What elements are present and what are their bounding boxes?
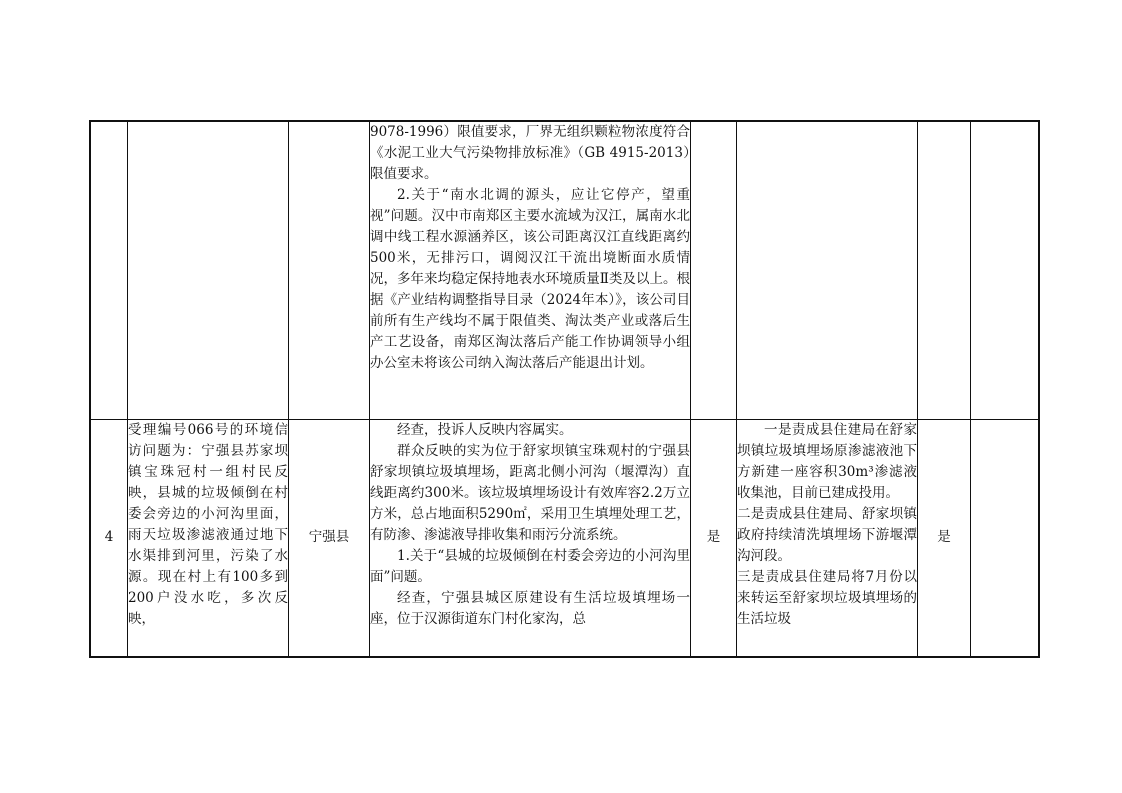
action-item: 三是责成县住建局将7月份以来转运至舒家坝垃圾填埋场的生活垃圾 — [737, 568, 917, 627]
cell-county — [289, 121, 370, 419]
complaint-table — [89, 120, 1040, 658]
cell-actions — [737, 419, 918, 657]
action-item: 一是责成县住建局在舒家坝镇垃圾填埋场原渗滤液池下方新建一座容积30m³渗滤液收集池，目前已建成投用。 — [737, 421, 917, 501]
cell-remarks — [971, 419, 1040, 657]
findings-paragraph: 经查，投诉人反映内容属实。 — [397, 421, 573, 438]
cell-number — [90, 121, 128, 419]
county-name: 宁强县 — [289, 419, 370, 657]
resolved-flag: 是 — [918, 419, 971, 657]
verified-flag: 是 — [691, 419, 737, 657]
table-row — [90, 419, 1039, 657]
cell-verified — [691, 121, 737, 419]
cell-resolved — [918, 121, 971, 419]
findings-paragraph: 经查，宁强县城区原建设有生活垃圾填埋场一座，位于汉源街道东门村化家沟，总 — [370, 589, 690, 627]
action-item: 二是责成县住建局、舒家坝镇政府持续清洗填埋场下游堰潭沟河段。 — [737, 505, 917, 564]
findings-paragraph: 群众反映的实为位于舒家坝镇宝珠观村的宁强县舒家坝镇垃圾填埋场，距离北侧小河沟（堰潭沟）直线距离约300米。该垃圾填埋场设计有效库容2.2万立方米，总占地面积5290㎡，采用卫生填埋处理工艺，有防渗、渗滤液导排收集和雨污分流系统。 — [370, 442, 690, 543]
cell-remarks — [971, 121, 1040, 419]
cell-actions — [737, 121, 918, 419]
findings-paragraph: 1.关于“县城的垃圾倾倒在村委会旁边的小河沟里面”问题。 — [370, 547, 690, 585]
cell-complaint — [128, 121, 289, 419]
cell-findings — [370, 419, 691, 657]
findings-paragraph: 2.关于“南水北调的源头，应让它停产，望重视”问题。汉中市南郑区主要水流域为汉江，属南水北调中线工程水源涵养区，该公司距离汉江直线距离约500米，无排污口，调阅汉江干流出境断面水质情况，多年来均稳定保持地表水环境质量Ⅱ类及以上。根据《产业结构调整指导目录（2024年本）》，该公司目前所有生产线均不属于限值类、淘汰类产业或落后生产工艺设备，南郑区淘汰落后产能工作协调领导小组办公室未将该公司纳入淘汰落后产能退出计划。 — [370, 187, 690, 371]
findings-paragraph: 9078-1996）限值要求，厂界无组织颗粒物浓度符合《水泥工业大气污染物排放标准》（GB 4915-2013）限值要求。 — [370, 124, 690, 182]
row-number: 4 — [90, 419, 128, 657]
table-row — [90, 121, 1039, 419]
cell-findings — [370, 121, 691, 419]
cell-complaint — [128, 419, 289, 657]
complaint-text: 受理编号066号的环境信访问题为：宁强县苏家坝镇宝珠冠村一组村民反映，县城的垃圾倾倒在村委会旁边的小河沟里面，雨天垃圾渗滤液通过地下水渠排到河里，污染了水源。现在村上有100多到200户没水吃，多次反映， — [128, 421, 288, 627]
